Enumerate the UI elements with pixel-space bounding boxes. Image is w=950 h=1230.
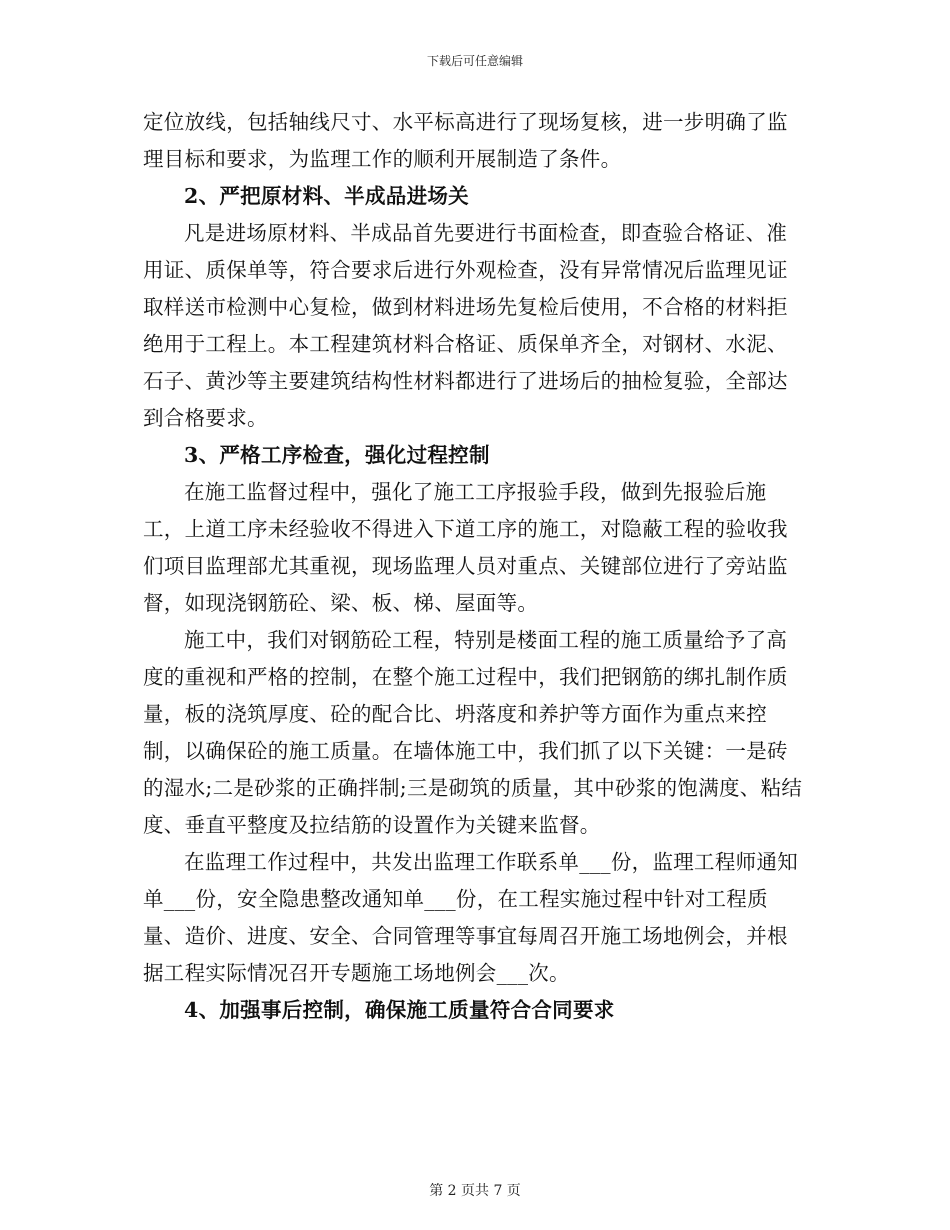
section-heading-4: 4、加强事后控制，确保施工质量符合合同要求 [184, 998, 615, 1022]
paragraph-3: 在施工监督过程中，强化了施工工序报验手段，做到先报验后施工，上道工序未经验收不得进入下道工序的施工，对隐蔽工程的验收我们项目监理部尤其重视，现场监理人员对重点、关键部位进行了旁站监督，如现浇钢筋砼、梁、板、梯、屋面等。 [143, 480, 788, 615]
paragraph-1: 定位放线，包括轴线尺寸、水平标高进行了现场复核，进一步明确了监理目标和要求，为监理工作的顺利开展制造了条件。 [143, 110, 788, 171]
paragraph-4: 施工中，我们对钢筋砼工程，特别是楼面工程的施工质量给予了高度的重视和严格的控制，在整个施工过程中，我们把钢筋的绑扎制作质量，板的浇筑厚度、砼的配合比、坍落度和养护等方面作为重点来控制，以确保砼的施工质量。在墙体施工中，我们抓了以下关键：一是砖的湿水;二是砂浆的正确拌制;三是砌筑的质量，其中砂浆的饱满度、粘结度、垂直平整度及拉结筋的设置作为关键来监督。 [143, 628, 803, 837]
page-footer: 第 2 页共 7 页 [429, 1183, 521, 1199]
paragraph-5: 在监理工作过程中，共发出监理工作联系单___份，监理工程师通知单___份，安全隐患整改通知单___份，在工程实施过程中针对工程质量、造价、进度、安全、合同管理等事宜每周召开施工场地例会，并根据工程实际情况召开专题施工场地例会___次。 [143, 850, 799, 985]
paragraph-2: 凡是进场原材料、半成品首先要进行书面检查，即查验合格证、准用证、质保单等，符合要求后进行外观检查，没有异常情况后监理见证取样送市检测中心复检，做到材料进场先复检后使用，不合格的材料拒绝用于工程上。本工程建筑材料合格证、质保单齐全，对钢材、水泥、石子、黄沙等主要建筑结构性材料都进行了进场后的抽检复验，全部达到合格要求。 [143, 221, 788, 430]
page-header: 下载后可任意编辑 [426, 54, 523, 68]
document-body [143, 104, 807, 1029]
section-heading-2: 2、严把原材料、半成品进场关 [184, 184, 469, 208]
section-heading-3: 3、严格工序检查，强化过程控制 [184, 443, 490, 467]
